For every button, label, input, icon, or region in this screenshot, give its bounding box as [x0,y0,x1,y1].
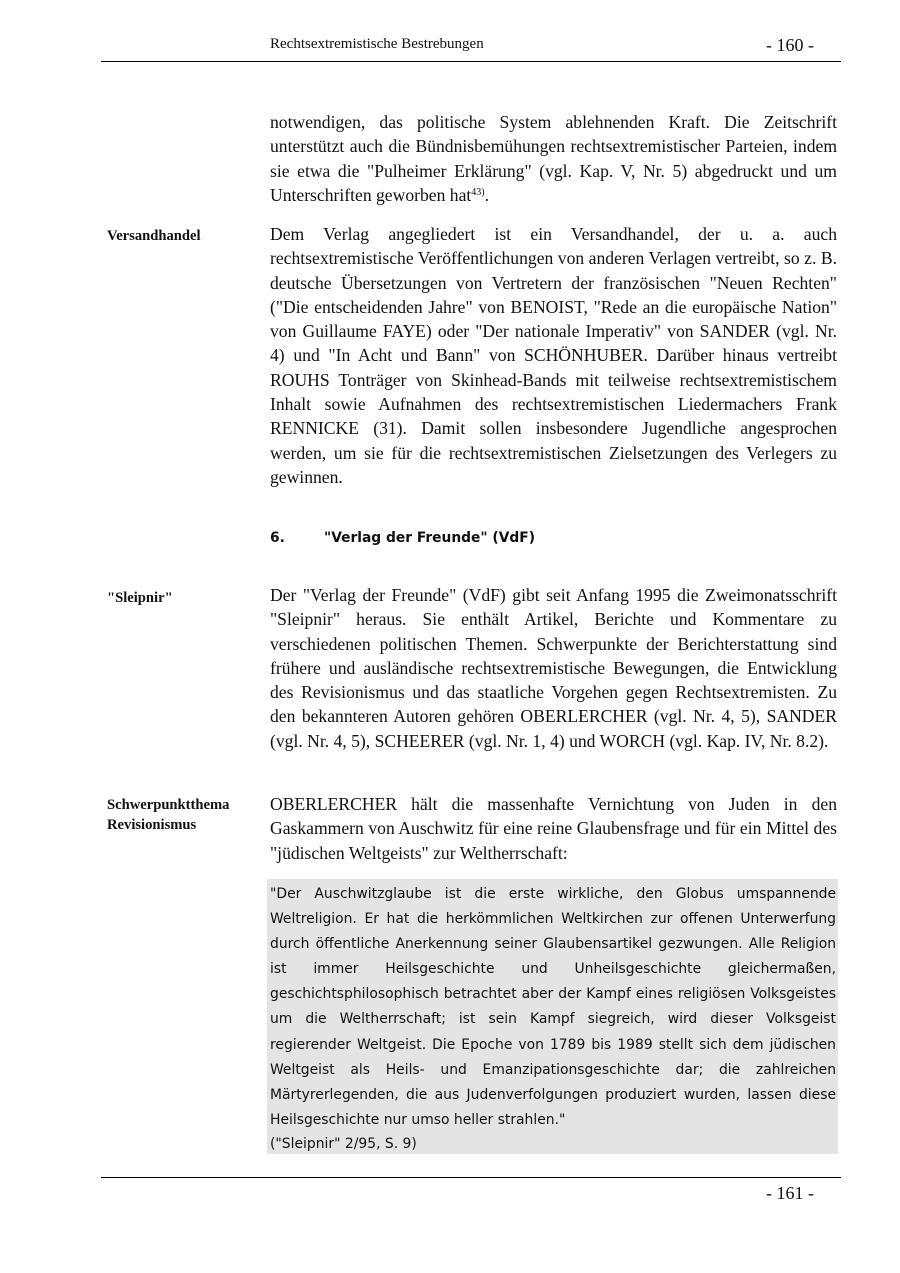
paragraph-oberlercher: OBERLERCHER hält die massenhafte Vernichtung von Juden in den Gaskammern von Auschwitz für eine reine Glaubensfrage und für ein Mittel des "jüdischen Weltgeists" zur Weltherrschaft: [270,794,837,863]
section-number: 6. [270,530,285,546]
quote-source: ("Sleipnir" 2/95, S. 9) [270,1135,417,1152]
header-rule [101,61,841,62]
footnote-marker: 43) [471,186,485,198]
section-title: "Verlag der Freunde" (VdF) [324,530,535,546]
paragraph-intro [270,110,837,207]
footer-rule [101,1177,841,1178]
quote-box [267,879,838,1154]
margin-note-line-1: Schwerpunktthema [107,797,230,813]
header-page-number: - 160 - [766,35,814,55]
footer-page-number: - 161 - [766,1183,814,1203]
paragraph-sleipnir: Der "Verlag der Freunde" (VdF) gibt seit Anfang 1995 die Zweimonatsschrift "Sleipnir" heraus. Sie enthält Artikel, Berichte und Kommentare zu verschiedenen politischen Themen. Schwerpunkte der Berichterstattung sind frühere und ausländische rechtsextremistische Bewegungen, die Entwicklung des Revisionismus und das staatliche Vorgehen gegen Rechtsextremisten. Zu den bekannteren Autoren gehören OBERLERCHER (vgl. Nr. 4, 5), SANDER (vgl. Nr. 4, 5), SCHEERER (vgl. Nr. 1, 4) und WORCH (vgl. Kap. IV, Nr. 8.2). [270,585,837,751]
margin-note-line-2: Revisionismus [107,817,197,833]
margin-note-schwerpunktthema [107,795,257,835]
running-header-title: Rechtsextremistische Bestrebungen [270,36,484,52]
paragraph-intro-text: notwendigen, das politische System ablehnenden Kraft. Die Zeitschrift unterstützt auch die Bündnisbemühungen rechtsextremistischer Parteien, indem sie etwa die "Pulheimer Erklärung" (vgl. Kap. V, Nr. 5) abgedruckt und um Unterschriften geworben hat [270,112,837,205]
section-heading [270,530,535,546]
paragraph-intro-end: . [484,184,490,205]
margin-note-versandhandel: Versandhandel [107,228,201,244]
quote-text: "Der Auschwitzglaube ist die erste wirkliche, den Globus umspannende Weltreligion. Er hat die herkömmlichen Weltkirchen zur offenen Unterwerfung durch öffentliche Anerkennung seiner Glaubensartikel gezwungen. Alle Religion ist immer Heilsgeschichte und Unheilsgeschichte gleichermaßen, geschichtsphilosophisch betrachtet aber der Kampf eines religiösen Volksgeistes um die Weltherrschaft; ist sein Kampf siegreich, wird dieser Volksgeist regierender Weltgeist. Die Epoche von 1789 bis 1989 stellt sich dem jüdischen Weltgeist als Heils- und Emanzipationsgeschichte dar; die zahlreichen Märtyrerlegenden, die aus Judenverfolgungen produziert wurden, lassen diese Heilsgeschichte nur umso heller strahlen." [270,886,836,1128]
paragraph-versandhandel: Dem Verlag angegliedert ist ein Versandhandel, der u. a. auch rechtsextremistische Veröffentlichungen von anderen Verlagen vertreibt, so z. B. deutsche Übersetzungen von Vertretern der französischen "Neuen Rechten" ("Die entscheidenden Jahre" von BENOIST, "Rede an die europäische Nation" von Guillaume FAYE) oder "Der nationale Imperativ" von SANDER (vgl. Nr. 4) und "In Acht und Bann" von SCHÖNHUBER. Darüber hinaus vertreibt ROUHS Tonträger von Skinhead-Bands mit teilweise rechtsextremistischem Inhalt sowie Aufnahmen des rechtsextremistischen Liedermachers Frank RENNICKE (31). Damit sollen insbesondere Jugendliche angesprochen werden, um sie für die rechtsextremistischen Zielsetzungen des Verlegers zu gewinnen. [270,224,837,487]
margin-note-sleipnir: "Sleipnir" [107,590,173,606]
